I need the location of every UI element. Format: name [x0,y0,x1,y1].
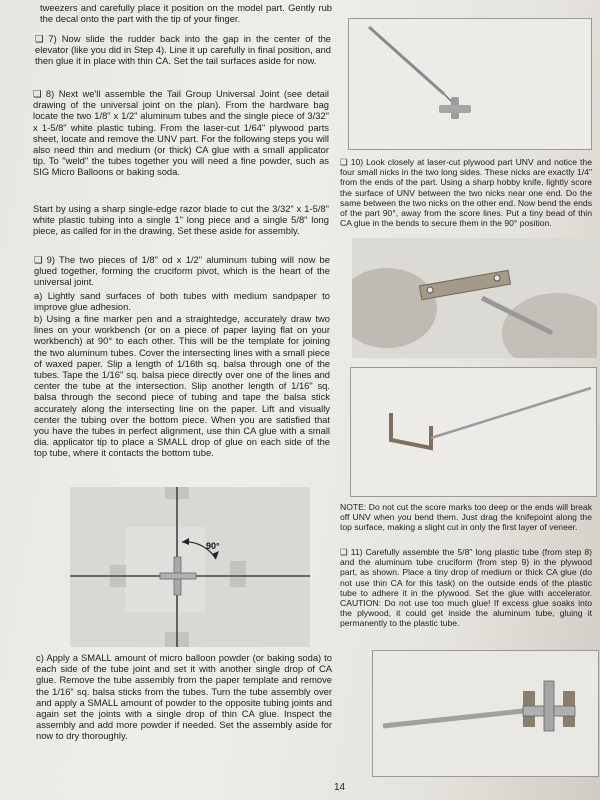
step-10-paragraph: ❑ 10) Look closely at laser-cut plywood part UNV and notice the four small nicks in the two long sides. These nicks are exactly 1/4" from the ends of the part. Using a sharp hobby knife, lightly score the surface of UNV between the two nicks near one end. Do the same between the two nicks on the other end. Now bend the ends of the part 90°, away from the score lines. Put a tiny bead of thin CA glue in the bends to secure them in the 90° position. [340,157,592,229]
cruciform-glue-photo [348,18,592,150]
note-paragraph: NOTE: Do not cut the score marks too deep or the ends will break off UNV when you bend them. Just drag the knifepoint along the top surface, making a slight cut in only the first layer of veneer. [340,502,592,533]
step-9c-paragraph: c) Apply a SMALL amount of micro balloon powder (or baking soda) to each side of the tube joint and set it with another single drop of CA glue. Remove the tube assembly from the paper template and remove the 1/16" sq. balsa sticks from the tubes. Turn the tube assembly over and apply a SMALL amount of powder to the opposite tubing joints and again set the joints with a single drop of thin CA glue. Inspect the assembly and add more powder if needed. Set the assembly aside for now to dry thoroughly. [36,652,332,742]
tube-template-drawing [70,487,310,647]
scoring-part-photo [352,238,597,358]
step-8-continued-paragraph: Start by using a sharp single-edge razor blade to cut the 3/32" x 1-5/8" white plastic tubing into a single 1" long piece and a single 5/8" long piece, as called for in the drawing. Set these aside for assembly. [33,203,329,237]
bent-part-drawing [351,368,596,496]
assembled-joint-drawing [373,651,598,776]
step-11-paragraph: ❑ 11) Carefully assemble the 5/8" long plastic tube (from step 8) and the aluminum tube cruciform (from step 9) in the plywood part, as shown. Place a tiny drop of medium or thick CA glue (do not use thin CA for this task) on the outside ends of the plastic tube to adhere it in the plywood. Set the glue with accelerator. CAUTION: Do not use too much glue! If excess glue soaks into the plywood, it could get inside the aluminum tube, gluing it permanently to the plastic tube. [340,547,592,629]
cruciform-drawing [349,19,591,149]
angle-label: 90° [206,541,220,551]
step-8-paragraph: ❑ 8) Next we'll assemble the Tail Group Universal Joint (see detail drawing of the universal joint on the plan). From the hardware bag locate the two 1/8" x 1/2" aluminum tubes and the single piece of 3/32" x 1-5/8" white plastic tubing. From the laser-cut 1/64" plywood parts sheet, locate and remove the UNV part. For the following steps you will also need thin and medium (or thick) CA glue with a small applicator tip. To "weld" the tubes together you will need a fine powder, such as SIG Micro Balloons or baking soda. [33,88,329,178]
step-9a-paragraph: a) Lightly sand surfaces of both tubes with medium sandpaper to improve glue adhesion. [34,290,330,313]
step-9-paragraph: ❑ 9) The two pieces of 1/8" od x 1/2" aluminum tubing will now be glued together, forming the cruciform pivot, which is the heart of the universal joint. [34,254,330,288]
scoring-drawing [352,238,597,358]
tube-template-photo [70,487,310,647]
assembled-joint-photo [372,650,599,777]
bent-part-photo [350,367,597,497]
step-9b-paragraph: b) Using a fine marker pen and a straightedge, accurately draw two lines on your workbench (or on a piece of paper laying flat on your workbench) at 90° to each other. This will be the template for joining the two aluminum tubes. Cover the intersecting lines with a small piece of waxed paper. Slip a length of 1/16th sq. balsa through one of the tubes. Tape the 1/16" sq. balsa piece directly over one of the lines and center the tube at the intersection. Slip another length of 1/16" sq. balsa through the second piece of tubing and tape the balsa stick accurately along the intersecting line on the paper. Lift and visually center the tubing over the bottom piece. When you are satisfied that you have the tubes in perfect alignment, use thin CA glue with a small dia. applicator tip to place a SMALL drop of glue on each side of the top tube, where it contacts the bottom tube. [34,313,330,459]
page-number: 14 [334,782,346,793]
intro-paragraph: tweezers and carefully place it position on the model part. Gently rub the decal onto the part with the tip of your finger. [40,2,332,25]
step-7-paragraph: ❑ 7) Now slide the rudder back into the gap in the center of the elevator (like you did in Step 4). Line it up carefully in final position, and then glue it in place with thin CA. Set the tail surfaces aside for now. [35,33,331,67]
